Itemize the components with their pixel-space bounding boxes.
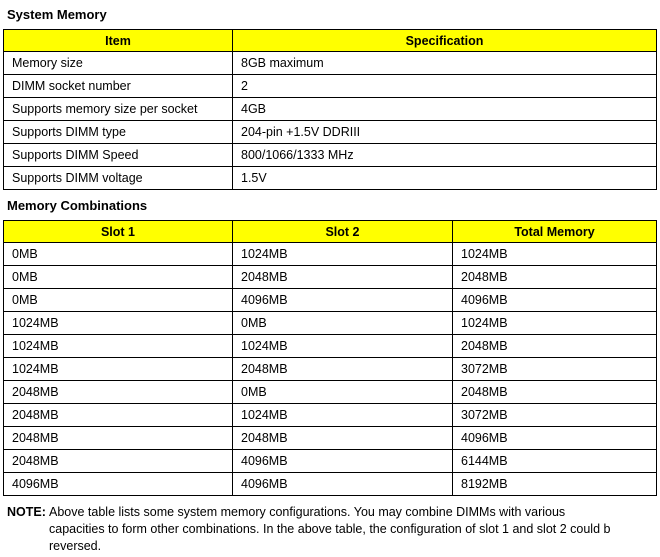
- table-cell: 0MB: [233, 312, 453, 335]
- note-line: capacities to form other combinations. In the above table, the configuration of slot 1 and slot 2 could b: [49, 522, 611, 536]
- table-header-row: [4, 221, 657, 243]
- table-cell: Supports DIMM type: [4, 121, 233, 144]
- table-cell: 1024MB: [4, 335, 233, 358]
- note-label: NOTE:: [7, 505, 46, 519]
- system-memory-table: [3, 29, 657, 190]
- table-cell: 2: [233, 75, 657, 98]
- table-cell: 1.5V: [233, 167, 657, 190]
- column-header: Specification: [233, 30, 657, 52]
- table-row: [4, 404, 657, 427]
- note-line: Above table lists some system memory configurations. You may combine DIMMs with various: [49, 505, 566, 519]
- memory-combinations-table: [3, 220, 657, 496]
- table-cell: 1024MB: [233, 335, 453, 358]
- table-row: [4, 335, 657, 358]
- column-header: Total Memory: [453, 221, 657, 243]
- table-cell: 1024MB: [4, 312, 233, 335]
- table-row: [4, 167, 657, 190]
- note-text: [49, 504, 657, 555]
- table-cell: 4096MB: [4, 473, 233, 496]
- table-cell: 2048MB: [453, 266, 657, 289]
- table-row: [4, 450, 657, 473]
- table-cell: DIMM socket number: [4, 75, 233, 98]
- note-line: reversed.: [49, 539, 102, 553]
- table-cell: 4096MB: [233, 450, 453, 473]
- table-cell: 8192MB: [453, 473, 657, 496]
- table-row: [4, 98, 657, 121]
- table-cell: 4096MB: [233, 473, 453, 496]
- table-row: [4, 144, 657, 167]
- table-cell: 2048MB: [233, 358, 453, 381]
- table-cell: 8GB maximum: [233, 52, 657, 75]
- table-row: [4, 312, 657, 335]
- table-cell: 2048MB: [453, 381, 657, 404]
- table-cell: 3072MB: [453, 358, 657, 381]
- table-row: [4, 381, 657, 404]
- table-cell: Supports DIMM Speed: [4, 144, 233, 167]
- memory-combinations-title: Memory Combinations: [7, 198, 148, 213]
- table-row: [4, 427, 657, 450]
- table-cell: Supports DIMM voltage: [4, 167, 233, 190]
- table-cell: 0MB: [4, 289, 233, 312]
- table-cell: 0MB: [4, 266, 233, 289]
- table-cell: 1024MB: [4, 358, 233, 381]
- system-memory-title: System Memory: [7, 7, 107, 22]
- table-cell: 0MB: [4, 243, 233, 266]
- table-row: [4, 289, 657, 312]
- table-cell: 1024MB: [233, 243, 453, 266]
- table-cell: 1024MB: [233, 404, 453, 427]
- table-cell: 2048MB: [453, 335, 657, 358]
- table-cell: 6144MB: [453, 450, 657, 473]
- table-header-row: [4, 30, 657, 52]
- table-cell: 1024MB: [453, 243, 657, 266]
- table-cell: Memory size: [4, 52, 233, 75]
- table-row: [4, 75, 657, 98]
- column-header: Slot 1: [4, 221, 233, 243]
- table-cell: 1024MB: [453, 312, 657, 335]
- table-cell: 2048MB: [4, 381, 233, 404]
- table-cell: 204-pin +1.5V DDRIII: [233, 121, 657, 144]
- table-cell: 4096MB: [453, 427, 657, 450]
- column-header: Item: [4, 30, 233, 52]
- table-row: [4, 121, 657, 144]
- column-header: Slot 2: [233, 221, 453, 243]
- table-cell: 2048MB: [4, 404, 233, 427]
- table-cell: 2048MB: [233, 427, 453, 450]
- table-cell: 2048MB: [4, 427, 233, 450]
- note: [7, 504, 657, 555]
- table-cell: 2048MB: [4, 450, 233, 473]
- table-cell: 0MB: [233, 381, 453, 404]
- table-row: [4, 266, 657, 289]
- table-cell: 3072MB: [453, 404, 657, 427]
- table-cell: 800/1066/1333 MHz: [233, 144, 657, 167]
- table-cell: 4096MB: [233, 289, 453, 312]
- table-row: [4, 243, 657, 266]
- table-row: [4, 52, 657, 75]
- table-cell: 2048MB: [233, 266, 453, 289]
- table-cell: Supports memory size per socket: [4, 98, 233, 121]
- table-cell: 4GB: [233, 98, 657, 121]
- table-row: [4, 473, 657, 496]
- table-cell: 4096MB: [453, 289, 657, 312]
- table-row: [4, 358, 657, 381]
